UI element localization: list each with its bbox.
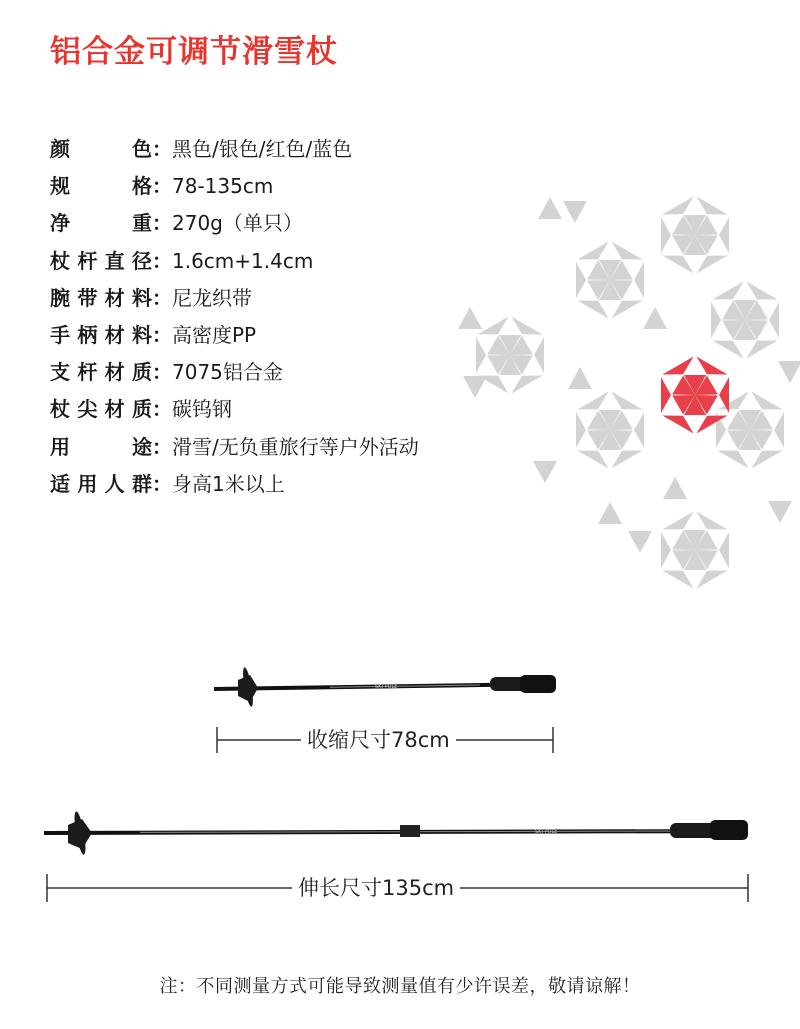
measurement-note: 注：不同测量方式可能导致测量值有少许误差，敬请谅解！	[159, 976, 641, 997]
snowflake-pattern-icon	[450, 170, 800, 600]
spec-colon: ：	[152, 285, 172, 310]
spec-row-usage	[50, 429, 419, 466]
snowflake-icon	[711, 282, 779, 359]
spec-colon: ：	[152, 137, 172, 161]
spec-value: 滑雪/无负重旅行等户外活动	[172, 434, 419, 459]
snowflake-icon	[661, 197, 729, 274]
snowflake-icon	[576, 392, 644, 469]
spec-row-audience	[50, 466, 419, 503]
snowflake-icon	[661, 512, 729, 589]
spec-value: 7075铝合金	[172, 360, 283, 385]
svg-text:SKI POLE: SKI POLE	[535, 829, 558, 835]
spec-value: 黑色/银色/红色/蓝色	[172, 137, 353, 161]
spec-value: 高密度PP	[172, 322, 257, 347]
product-title: 铝合金可调节滑雪杖	[50, 34, 338, 70]
spec-label: 规格	[50, 174, 152, 199]
collapsed-size-label: 收缩尺寸78cm	[301, 726, 456, 754]
spec-colon: ：	[152, 211, 172, 236]
spec-label: 腕带材料	[50, 285, 152, 310]
spec-value: 身高1米以上	[172, 471, 285, 496]
spec-row-color	[50, 131, 419, 168]
spec-row-size	[50, 168, 419, 205]
collapsed-pole-illustration	[210, 660, 560, 710]
spec-list	[50, 131, 419, 503]
spec-row-strap	[50, 280, 419, 317]
spec-value: 尼龙织带	[172, 285, 252, 310]
spec-colon: ：	[152, 360, 172, 385]
svg-text:SKI POLE: SKI POLE	[375, 684, 398, 690]
spec-value: 78-135cm	[172, 174, 274, 199]
spec-label: 用途	[50, 434, 152, 459]
spec-colon: ：	[152, 174, 172, 199]
spec-label: 手柄材料	[50, 322, 152, 347]
spec-colon: ：	[152, 434, 172, 459]
spec-label: 颜色	[50, 137, 152, 161]
spec-row-shaft	[50, 354, 419, 391]
spec-colon: ：	[152, 248, 172, 273]
spec-label: 杖尖材质	[50, 397, 152, 422]
spec-colon: ：	[152, 322, 172, 347]
extended-pole-illustration	[40, 805, 755, 865]
spec-label: 适用人群	[50, 471, 152, 496]
spec-row-tip	[50, 391, 419, 428]
spec-label: 净重	[50, 211, 152, 236]
snowflake-icon	[576, 242, 644, 319]
spec-value: 1.6cm+1.4cm	[172, 248, 314, 273]
extended-size-label: 伸长尺寸135cm	[292, 874, 460, 902]
snowflake-icon	[476, 317, 544, 394]
spec-row-diameter	[50, 243, 419, 280]
spec-value: 270g（单只）	[172, 211, 303, 236]
spec-label: 支杆材质	[50, 360, 152, 385]
spec-row-weight	[50, 205, 419, 242]
spec-colon: ：	[152, 397, 172, 422]
spec-row-handle	[50, 317, 419, 354]
spec-value: 碳钨钢	[172, 397, 232, 422]
spec-colon: ：	[152, 471, 172, 496]
spec-label: 杖杆直径	[50, 248, 152, 273]
